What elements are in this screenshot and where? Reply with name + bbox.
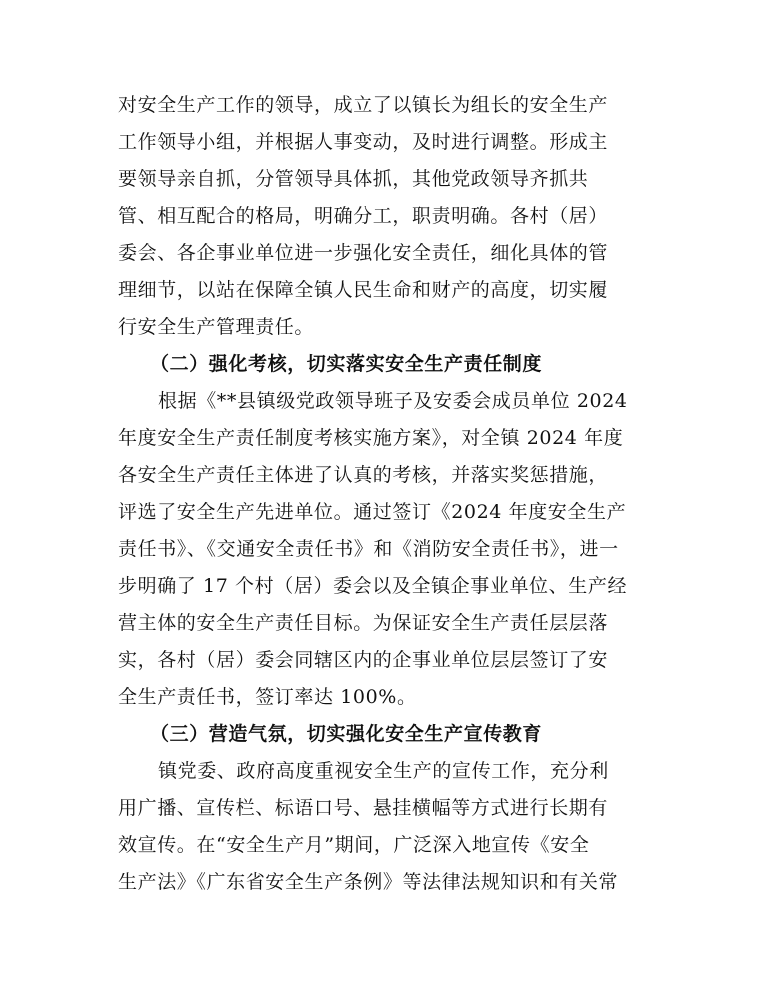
body-text-line: 行安全生产管理责任。	[118, 316, 315, 338]
body-text-line: 步明确了 17 个村（居）委会以及全镇企事业单位、生产经	[118, 575, 628, 597]
body-text-line: 委会、各企事业单位进一步强化安全责任，细化具体的管	[118, 242, 609, 264]
section-heading: （三）营造气氛，切实强化安全生产宣传教育	[150, 723, 543, 745]
body-text-line: 理细节，以站在保障全镇人民生命和财产的高度，切实履	[118, 279, 609, 301]
body-text-line: 责任书》、《交通安全责任书》和《消防安全责任书》，进一	[118, 538, 619, 560]
body-text-line: 年度安全生产责任制度考核实施方案》，对全镇 2024 年度	[118, 427, 624, 449]
body-text-line: 对安全生产工作的领导，成立了以镇长为组长的安全生产	[118, 94, 609, 116]
section-heading: （二）强化考核，切实落实安全生产责任制度	[150, 353, 543, 375]
body-text-line: 镇党委、政府高度重视安全生产的宣传工作，充分利	[158, 760, 609, 782]
body-text-line: 管、相互配合的格局，明确分工，职责明确。各村（居）	[118, 205, 609, 227]
body-text-line: 要领导亲自抓，分管领导具体抓，其他党政领导齐抓共	[118, 168, 589, 190]
body-text-line: 各安全生产责任主体进了认真的考核，并落实奖惩措施，	[118, 464, 609, 486]
body-text-line: 根据《**县镇级党政领导班子及安委会成员单位 2024	[158, 390, 628, 412]
body-text-line: 用广播、宣传栏、标语口号、悬挂横幅等方式进行长期有	[118, 797, 609, 819]
body-text-line: 营主体的安全生产责任目标。为保证安全生产责任层层落	[118, 612, 609, 634]
body-text-line: 全生产责任书，签订率达 100%。	[118, 686, 417, 708]
body-text-line: 评选了安全生产先进单位。通过签订《2024 年度安全生产	[118, 501, 627, 523]
body-text-line: 生产法》《广东省安全生产条例》等法律法规知识和有关常	[118, 871, 619, 893]
body-text-line: 效宣传。在“安全生产月”期间，广泛深入地宣传《安全	[118, 834, 590, 856]
body-text-line: 工作领导小组，并根据人事变动，及时进行调整。形成主	[118, 131, 609, 153]
body-text-line: 实，各村（居）委会同辖区内的企事业单位层层签订了安	[118, 649, 609, 671]
